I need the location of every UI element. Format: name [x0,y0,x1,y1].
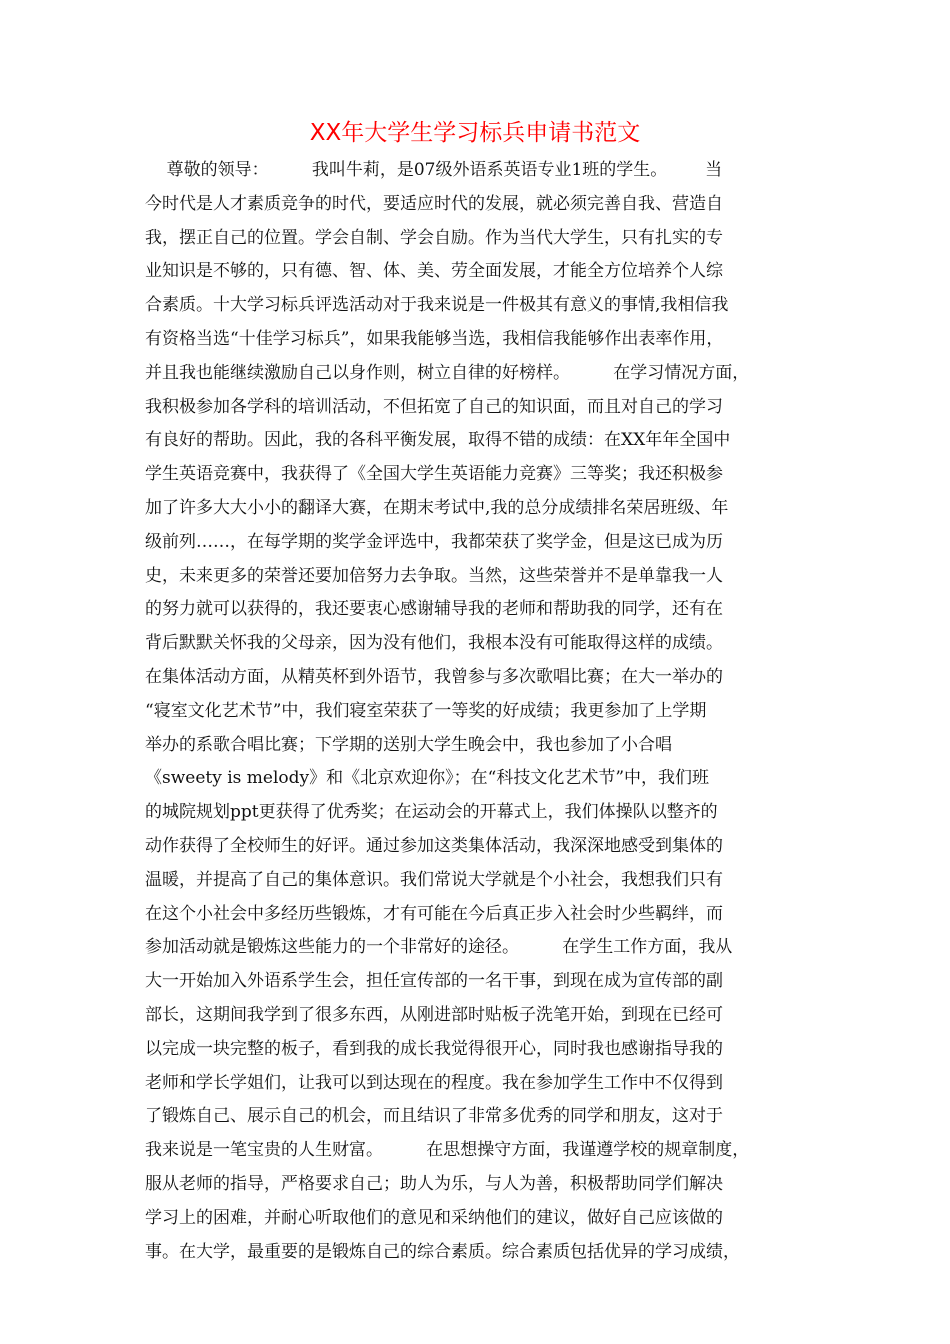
body-text-line: 有资格当选“十佳学习标兵”，如果我能够当选，我相信我能够作出表率作用， [145,328,724,349]
body-text-line: 背后默默关怀我的父母亲，因为没有他们，我根本没有可能取得这样的成绩。 [145,633,723,654]
body-text-line: 合素质。十大学习标兵评选活动对于我来说是一件极其有意义的事情,我相信我 [145,295,729,316]
body-text-line: 我来说是一笔宝贵的人生财富。 在思想操守方面，我谨遵学校的规章制度， [145,1140,750,1161]
body-text-line: 尊敬的领导： 我叫牛莉，是07级外语系英语专业1班的学生。 当 [145,160,723,180]
body-text-line: “寝室文化艺术节”中，我们寝室荣获了一等奖的好成绩；我更参加了上学期 [145,700,707,721]
body-text-line: 部长，这期间我学到了很多东西，从刚进部时贴板子洗笔开始，到现在已经可 [145,1004,723,1025]
document-body [145,154,815,1269]
body-text-line: 举办的系歌合唱比赛；下学期的送别大学生晚会中，我也参加了小合唱 [145,734,672,755]
body-text-line: 加了许多大大小小的翻译大赛，在期末考试中,我的总分成绩排名荣居班级、年 [145,497,729,518]
body-text-line: 以完成一块完整的板子，看到我的成长我觉得很开心，同时我也感谢指导我的 [145,1038,723,1059]
body-text-line: 今时代是人才素质竞争的时代，要适应时代的发展，就必须完善自我、营造自 [145,193,723,214]
body-text-line: 业知识是不够的，只有德、智、体、美、劳全面发展，才能全方位培养个人综 [145,261,723,282]
body-text-line: 有良好的帮助。因此，我的各科平衡发展，取得不错的成绩：在XX年年全国中 [145,430,731,451]
body-text-line: 了锻炼自己、展示自己的机会，而且结识了非常多优秀的同学和朋友，这对于 [145,1106,723,1127]
body-text-line: 学生英语竞赛中，我获得了《全国大学生英语能力竞赛》三等奖；我还积极参 [145,464,723,485]
body-text-line: 参加活动就是锻炼这些能力的一个非常好的途径。 在学生工作方面，我从 [145,937,733,958]
body-text-line: 《sweety is melody》和《北京欢迎你》；在“科技文化艺术节”中，我们班 [145,768,710,789]
body-text-line: 我积极参加各学科的培训活动，不但拓宽了自己的知识面，而且对自己的学习 [145,396,723,417]
body-text-line: 并且我也能继续激励自己以身作则，树立自律的好榜样。 在学习情况方面， [145,362,750,383]
body-text-line: 在集体活动方面，从精英杯到外语节，我曾参与多次歌唱比赛；在大一举办的 [145,666,723,687]
body-text-line: 级前列……，在每学期的奖学金评选中，我都荣获了奖学金，但是这已成为历 [145,531,723,552]
body-text-line: 的努力就可以获得的，我还要衷心感谢辅导我的老师和帮助我的同学，还有在 [145,599,723,620]
body-text-line: 大一开始加入外语系学生会，担任宣传部的一名干事，到现在成为宣传部的副 [145,971,723,992]
body-text-line: 服从老师的指导，严格要求自己；助人为乐，与人为善，积极帮助同学们解决 [145,1173,723,1194]
body-text-line: 事。在大学，最重要的是锻炼自己的综合素质。综合素质包括优异的学习成绩， [145,1241,740,1262]
body-text-line: 动作获得了全校师生的好评。通过参加这类集体活动，我深深地感受到集体的 [145,835,723,856]
body-text-line: 我，摆正自己的位置。学会自制、学会自励。作为当代大学生，只有扎实的专 [145,227,723,248]
body-text-line: 老师和学长学姐们，让我可以到达现在的程度。我在参加学生工作中不仅得到 [145,1072,723,1093]
document-title: XX年大学生学习标兵申请书范文 [309,120,641,146]
body-text-line: 史，未来更多的荣誉还要加倍努力去争取。当然，这些荣誉并不是单靠我一人 [145,565,723,586]
body-text-line: 学习上的困难，并耐心听取他们的意见和采纳他们的建议，做好自己应该做的 [145,1207,723,1228]
body-text-line: 的城院规划ppt更获得了优秀奖；在运动会的开幕式上，我们体操队以整齐的 [145,802,718,823]
body-text-line: 温暖，并提高了自己的集体意识。我们常说大学就是个小社会，我想我们只有 [145,869,723,890]
body-text-line: 在这个小社会中多经历些锻炼，才有可能在今后真正步入社会时少些羁绊，而 [145,903,723,924]
